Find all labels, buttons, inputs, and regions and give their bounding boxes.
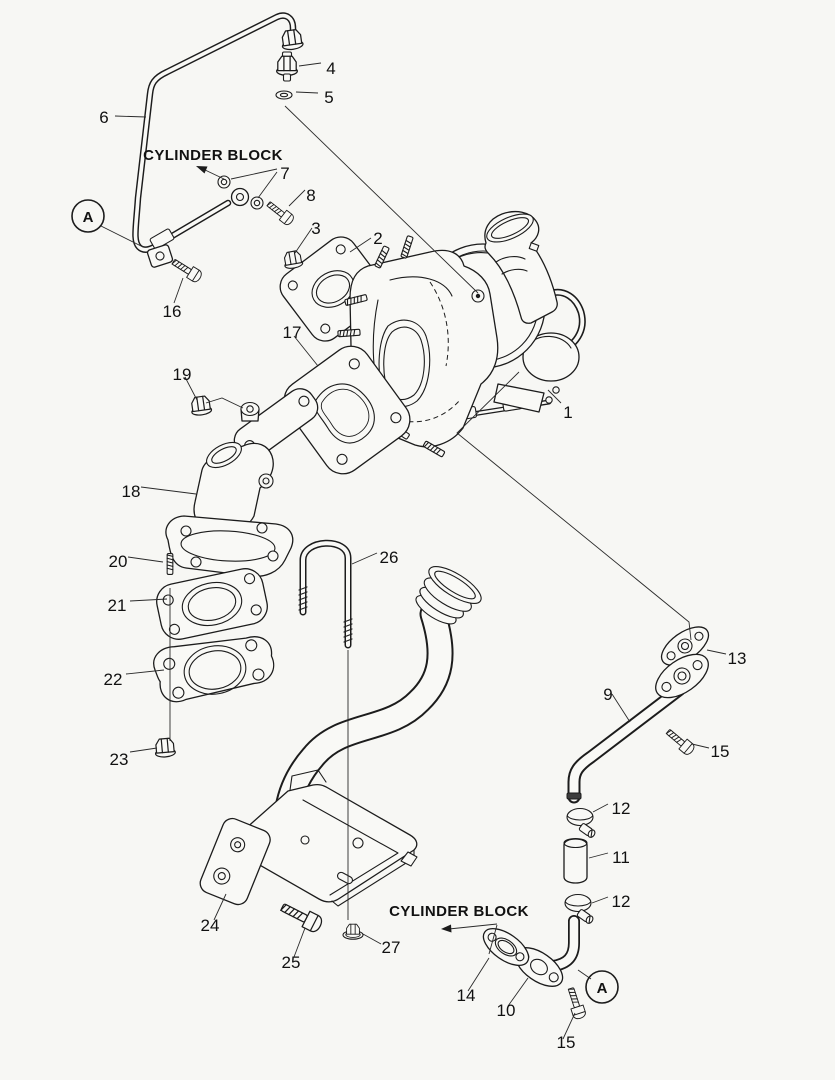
pipe-flare-nut <box>280 29 303 51</box>
callout-15b: 15 <box>556 1033 576 1052</box>
bellows-end <box>409 560 487 635</box>
arrow-to-cylinder-block-top <box>196 166 224 179</box>
callout-15a: 15 <box>710 742 730 761</box>
callout-17: 17 <box>282 323 302 342</box>
view-marker-a-right <box>586 971 618 1003</box>
callout-21: 21 <box>107 596 127 615</box>
callout-19: 19 <box>172 365 192 384</box>
callout-12b: 12 <box>611 892 631 911</box>
view-marker-a-left <box>72 200 104 232</box>
oil-feed-pipe <box>135 16 293 250</box>
banjo-eye <box>232 189 249 206</box>
callout-14: 14 <box>456 986 476 1005</box>
cylinder-block-label-top: CYLINDER BLOCK <box>143 147 283 164</box>
callout-22: 22 <box>103 670 123 689</box>
hose-clamp-12a <box>567 809 596 839</box>
nut-3 <box>283 250 304 269</box>
bracket-bolt-25 <box>279 899 325 934</box>
callout-13: 13 <box>727 649 747 668</box>
nut-27 <box>343 924 363 939</box>
callout-5: 5 <box>324 88 334 107</box>
u-bolt-26 <box>299 543 352 645</box>
callout-23: 23 <box>109 750 129 769</box>
stud-20 <box>167 554 173 575</box>
callout-4: 4 <box>326 59 336 78</box>
callout-2: 2 <box>373 229 383 248</box>
cylinder-block-label-bottom: CYLINDER BLOCK <box>389 903 529 920</box>
nut-23 <box>154 738 175 758</box>
exhaust-downpipe <box>288 560 486 808</box>
callout-20: 20 <box>108 552 128 571</box>
mounting-bracket-24 <box>197 770 417 908</box>
bracket-bolt-16 <box>170 256 203 283</box>
flange-bolt-15b <box>565 986 587 1020</box>
oil-return-pipe-9 <box>567 646 716 799</box>
sealing-washer-5 <box>276 91 292 99</box>
flange-bolt-15a <box>664 727 696 757</box>
callout-10: 10 <box>496 1001 516 1020</box>
callout-12a: 12 <box>611 799 631 818</box>
callout-25: 25 <box>281 953 301 972</box>
banjo-bolt-8 <box>265 199 296 227</box>
washer-7b <box>251 197 263 209</box>
callout-16: 16 <box>162 302 182 321</box>
callout-6: 6 <box>99 108 109 127</box>
callout-24: 24 <box>200 916 220 935</box>
callout-27: 27 <box>381 938 401 957</box>
eyebolt-fitting-4 <box>277 52 298 81</box>
callout-11: 11 <box>612 848 630 867</box>
view-marker-a-right-text: A <box>596 980 608 997</box>
washer-7a <box>218 176 230 188</box>
callout-1: 1 <box>563 403 573 422</box>
callout-3: 3 <box>311 219 321 238</box>
nut-19 <box>190 395 212 416</box>
callout-9: 9 <box>603 685 613 704</box>
callout-18: 18 <box>121 482 141 501</box>
outlet-elbow-18 <box>166 383 323 576</box>
connector-hose-11 <box>564 839 587 884</box>
ring-gasket-21 <box>153 565 270 642</box>
callout-8: 8 <box>306 186 316 205</box>
view-marker-a-left-text: A <box>82 209 94 226</box>
callout-7: 7 <box>280 164 290 183</box>
callout-26: 26 <box>379 548 399 567</box>
